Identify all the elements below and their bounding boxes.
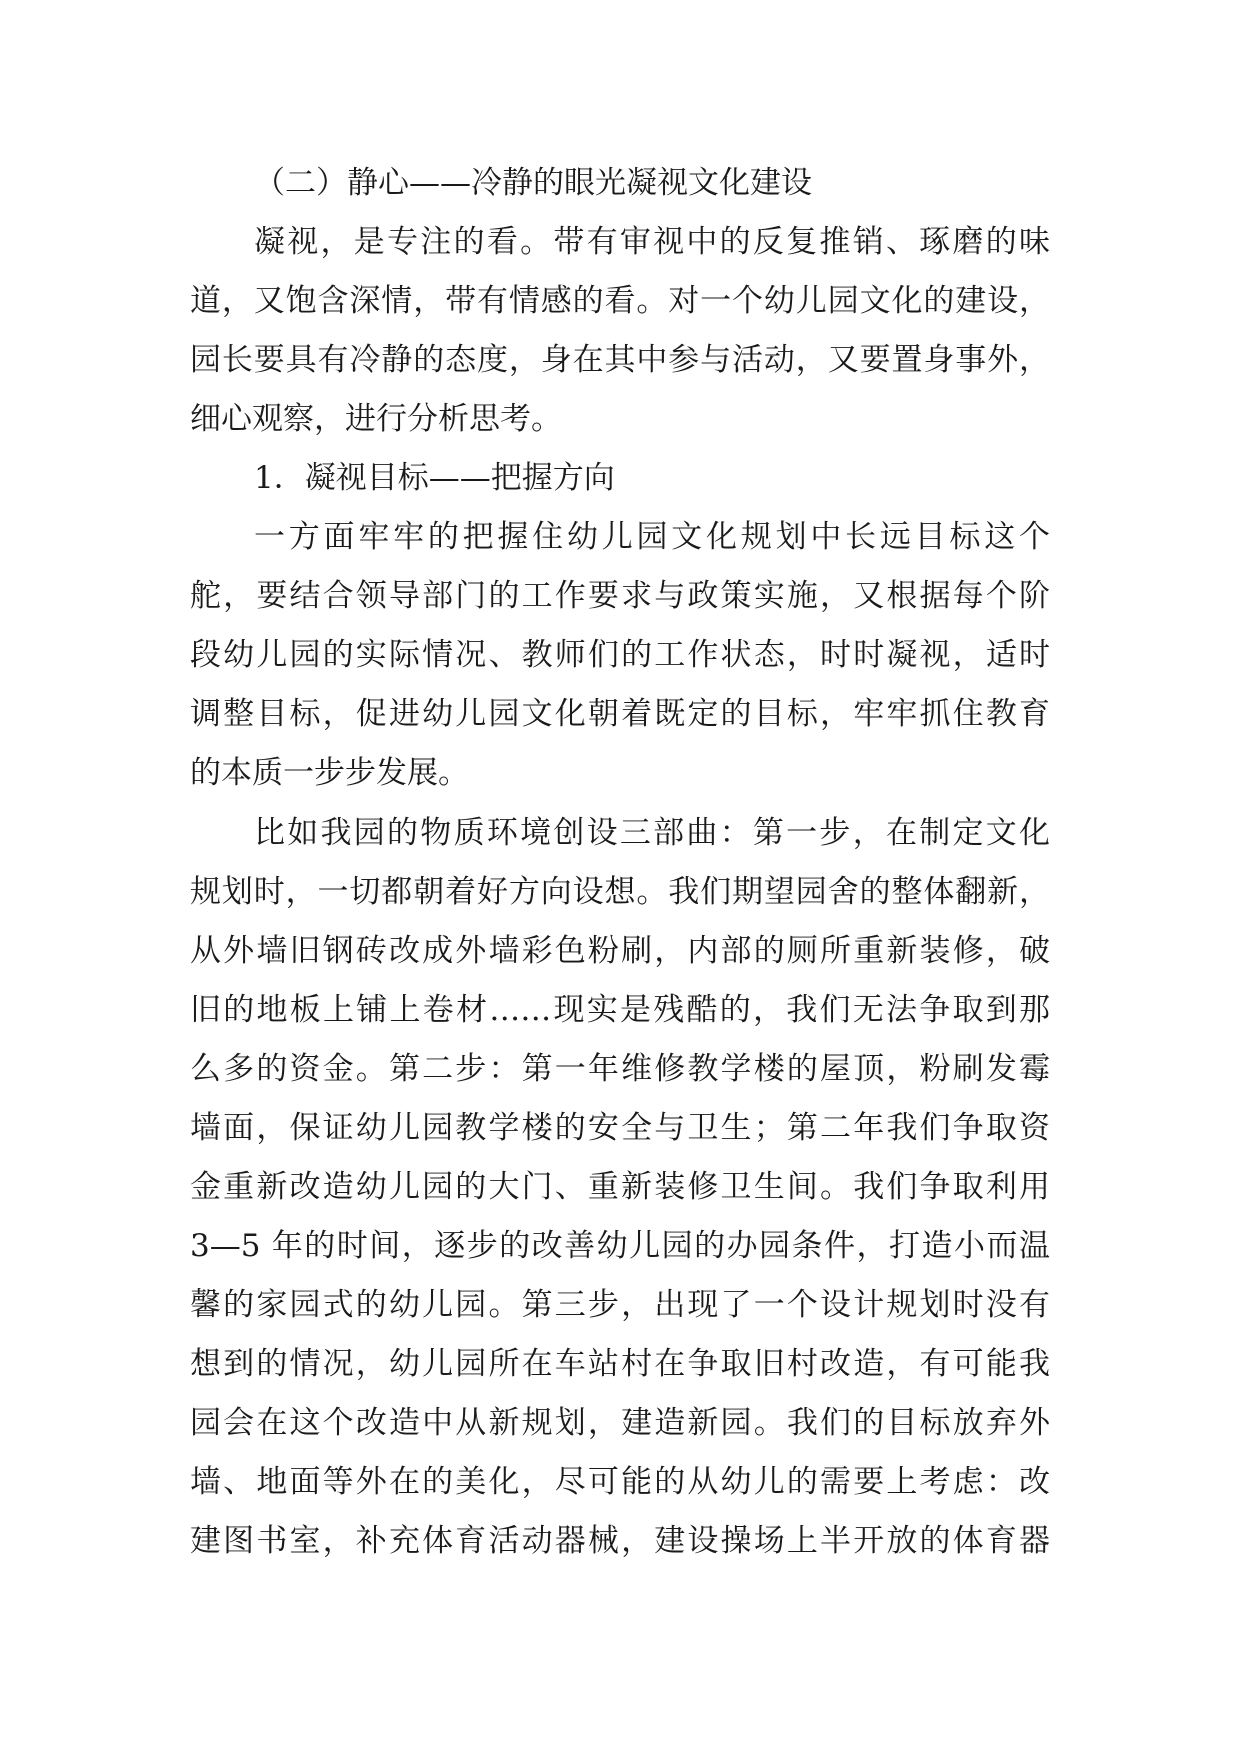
- paragraph-3-line-11: 园会在这个改造中从新规划，建造新园。我们的目标放弃外: [190, 1405, 1050, 1441]
- paragraph-1-line-4: 细心观察，进行分析思考。: [190, 401, 562, 437]
- paragraph-3-line-2: 规划时，一切都朝着好方向设想。我们期望园舍的整体翻新，: [190, 874, 1050, 910]
- paragraph-3-line-13: 建图书室，补充体育活动器械，建设操场上半开放的体育器: [190, 1523, 1050, 1559]
- paragraph-2-line-1: 一方面牢牢的把握住幼儿园文化规划中长远目标这个: [254, 519, 1050, 555]
- section-heading: （二）静心——冷静的眼光凝视文化建设: [254, 165, 812, 201]
- paragraph-3-line-8: 3—5 年的时间，逐步的改善幼儿园的办园条件，打造小而温: [190, 1228, 1050, 1264]
- paragraph-1-line-2: 道，又饱含深情，带有情感的看。对一个幼儿园文化的建设，: [190, 283, 1050, 319]
- paragraph-2-line-5: 的本质一步步发展。: [190, 755, 469, 791]
- paragraph-1-line-1: 凝视，是专注的看。带有审视中的反复推销、琢磨的味: [254, 224, 1050, 260]
- paragraph-3-line-5: 么多的资金。第二步：第一年维修教学楼的屋顶，粉刷发霉: [190, 1051, 1050, 1087]
- paragraph-3-line-4: 旧的地板上铺上卷材……现实是残酷的，我们无法争取到那: [190, 992, 1050, 1028]
- paragraph-2-line-4: 调整目标，促进幼儿园文化朝着既定的目标，牢牢抓住教育: [190, 696, 1050, 732]
- paragraph-3-line-10: 想到的情况，幼儿园所在车站村在争取旧村改造，有可能我: [190, 1346, 1050, 1382]
- paragraph-3-line-7: 金重新改造幼儿园的大门、重新装修卫生间。我们争取利用: [190, 1169, 1050, 1205]
- paragraph-2-line-2: 舵，要结合领导部门的工作要求与政策实施，又根据每个阶: [190, 578, 1050, 614]
- paragraph-3-line-1: 比如我园的物质环境创设三部曲：第一步，在制定文化: [254, 815, 1050, 851]
- paragraph-3-line-9: 馨的家园式的幼儿园。第三步，出现了一个设计规划时没有: [190, 1287, 1050, 1323]
- paragraph-3-line-3: 从外墙旧钢砖改成外墙彩色粉刷，内部的厕所重新装修，破: [190, 933, 1050, 969]
- paragraph-1-line-3: 园长要具有冷静的态度，身在其中参与活动，又要置身事外，: [190, 342, 1050, 378]
- subheading-1: 1．凝视目标——把握方向: [254, 460, 615, 496]
- paragraph-3-line-12: 墙、地面等外在的美化，尽可能的从幼儿的需要上考虑：改: [190, 1464, 1050, 1500]
- paragraph-2-line-3: 段幼儿园的实际情况、教师们的工作状态，时时凝视，适时: [190, 637, 1050, 673]
- paragraph-3-line-6: 墙面，保证幼儿园教学楼的安全与卫生；第二年我们争取资: [190, 1110, 1050, 1146]
